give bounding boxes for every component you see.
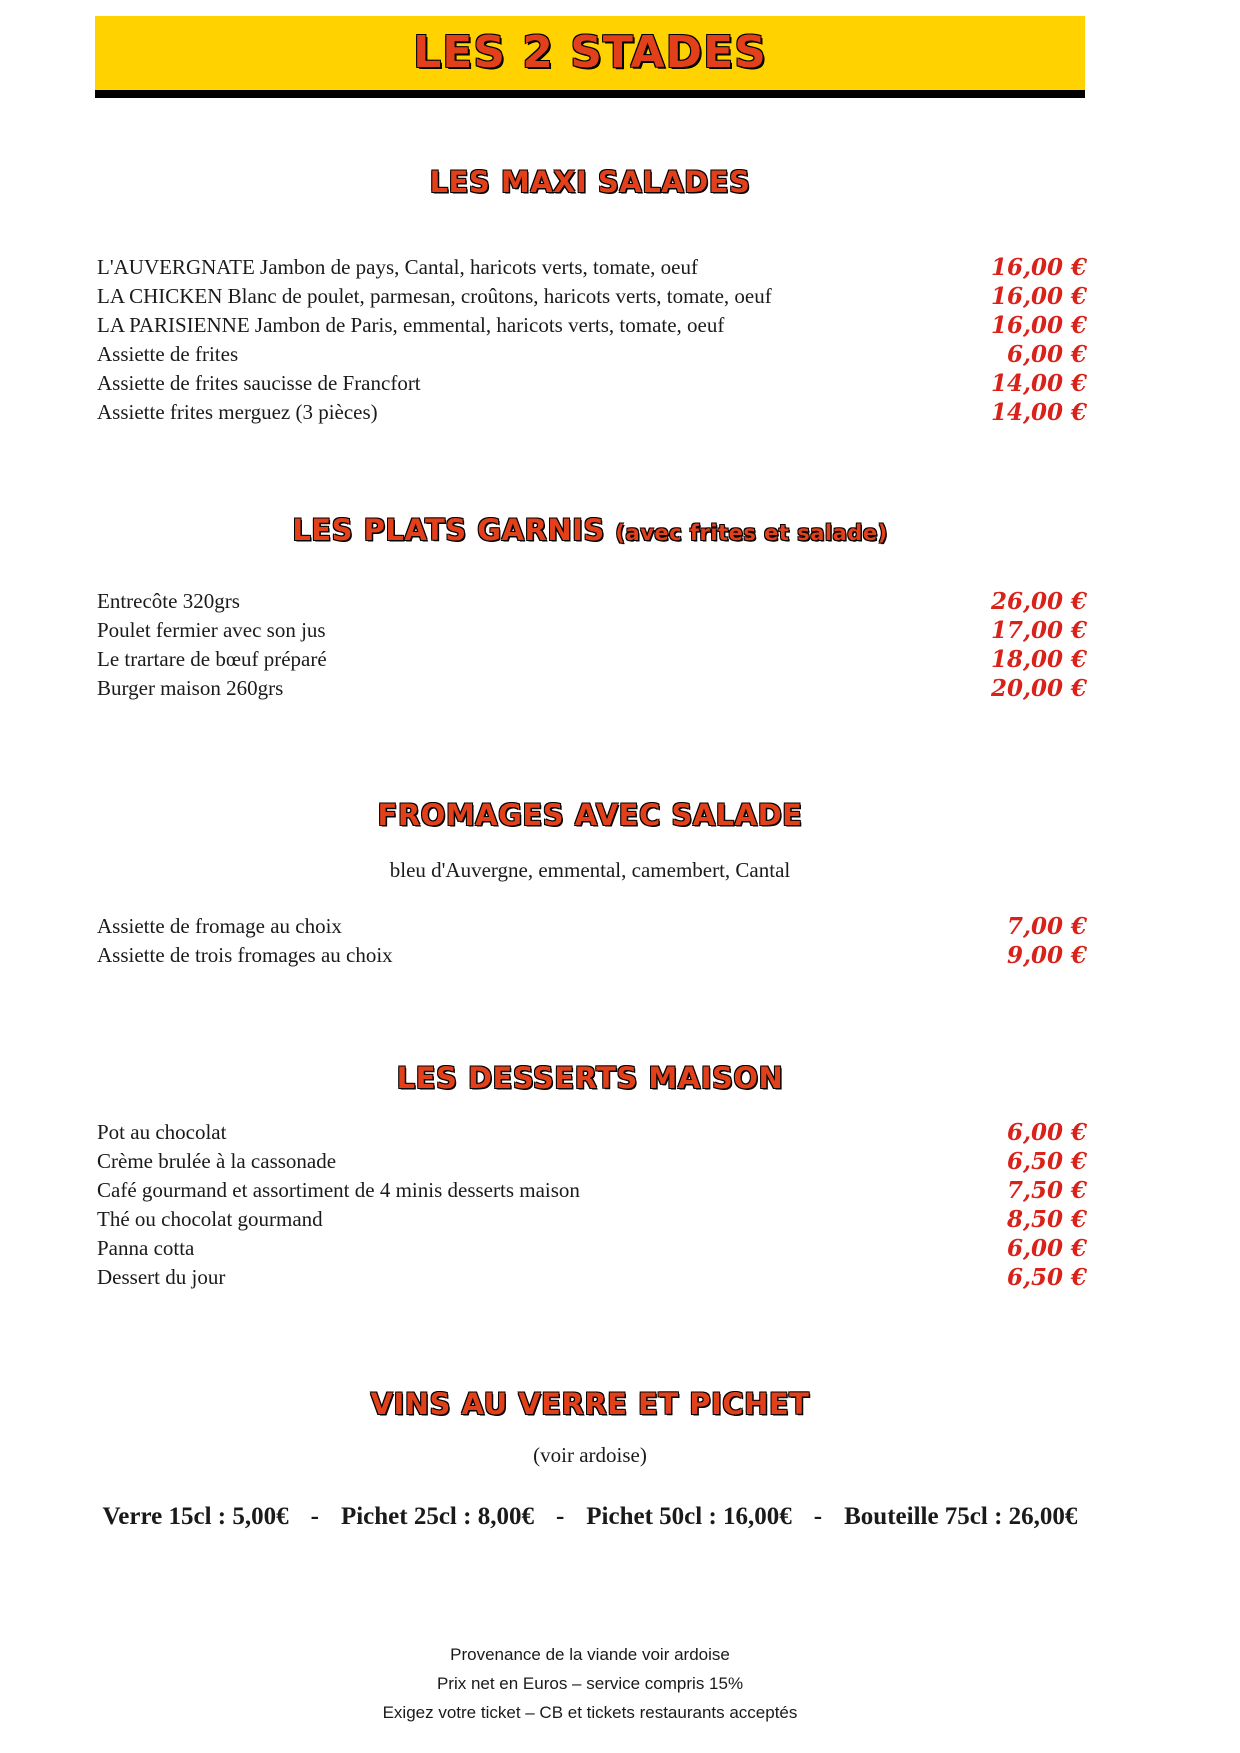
item-name: Assiette de frites: [97, 342, 239, 366]
menu-item: [97, 282, 1087, 311]
item-price: 17,00 €: [990, 617, 1087, 644]
menu-item: [97, 1205, 1087, 1234]
menu-item: [97, 398, 1087, 427]
menu-item: [97, 616, 1087, 645]
menu-list-desserts: [97, 1118, 1087, 1292]
menu-item: [97, 1263, 1087, 1292]
item-price: 9,00 €: [1006, 942, 1087, 969]
item-price: 16,00 €: [990, 283, 1087, 310]
item-price: 6,00 €: [1006, 341, 1087, 368]
item-name: Assiette frites merguez (3 pièces): [97, 400, 378, 424]
menu-item: [97, 1147, 1087, 1176]
section-subtitle-fromages: bleu d'Auvergne, emmental, camembert, Cantal: [389, 858, 791, 882]
section-title-desserts: LES DESSERTS MAISON: [396, 1061, 784, 1095]
item-price: 20,00 €: [990, 675, 1087, 702]
item-name: Entrecôte 320grs: [97, 589, 240, 613]
footer-line-ticket: Exigez votre ticket – CB et tickets restaurants acceptés: [382, 1703, 798, 1722]
section-title-plats: [95, 513, 1085, 547]
wine-price-row: [95, 1503, 1085, 1531]
section-title-fromages: FROMAGES AVEC SALADE: [377, 798, 803, 832]
menu-item: [97, 340, 1087, 369]
item-name: LA CHICKEN Blanc de poulet, parmesan, croûtons, haricots verts, tomate, oeuf: [97, 284, 772, 308]
item-name: Le trartare de bœuf préparé: [97, 647, 327, 671]
item-name: L'AUVERGNATE Jambon de pays, Cantal, haricots verts, tomate, oeuf: [97, 255, 698, 279]
menu-item: [97, 1234, 1087, 1263]
menu-list-salades: [97, 253, 1087, 427]
wine-price-separator: -: [555, 1503, 565, 1530]
wine-price-verre: Verre 15cl : 5,00€: [102, 1503, 289, 1530]
item-name: Dessert du jour: [97, 1265, 226, 1289]
menu-item: [97, 311, 1087, 340]
item-price: 14,00 €: [990, 370, 1087, 397]
item-price: 6,00 €: [1006, 1235, 1087, 1262]
item-price: 26,00 €: [990, 588, 1087, 615]
footer-line-provenance: Provenance de la viande voir ardoise: [450, 1645, 730, 1664]
item-name: Crème brulée à la cassonade: [97, 1149, 337, 1173]
footer-line-prix: Prix net en Euros – service compris 15%: [436, 1674, 744, 1693]
menu-list-fromages: [97, 912, 1087, 970]
menu-item: [97, 912, 1087, 941]
item-price: 7,00 €: [1006, 913, 1087, 940]
section-title-plats-main: LES PLATS GARNIS: [292, 513, 605, 547]
item-name: LA PARISIENNE Jambon de Paris, emmental, haricots verts, tomate, oeuf: [97, 313, 725, 337]
item-name: Assiette de fromage au choix: [97, 914, 342, 938]
menu-list-plats: [97, 587, 1087, 703]
item-price: 16,00 €: [990, 254, 1087, 281]
item-name: Panna cotta: [97, 1236, 195, 1260]
item-price: 18,00 €: [990, 646, 1087, 673]
item-price: 6,50 €: [1006, 1264, 1087, 1291]
item-name: Café gourmand et assortiment de 4 minis desserts maison: [97, 1178, 580, 1202]
item-price: 6,00 €: [1006, 1119, 1087, 1146]
menu-item: [97, 941, 1087, 970]
footer-notes: [95, 1640, 1085, 1727]
item-price: 8,50 €: [1006, 1206, 1087, 1233]
item-price: 16,00 €: [990, 312, 1087, 339]
section-subtitle-vins: (voir ardoise): [533, 1443, 647, 1467]
header-banner: [95, 16, 1085, 98]
menu-item: [97, 674, 1087, 703]
section-title-vins: VINS AU VERRE ET PICHET: [370, 1387, 810, 1421]
wine-price-pichet-25: Pichet 25cl : 8,00€: [340, 1503, 534, 1530]
item-price: 7,50 €: [1006, 1177, 1087, 1204]
menu-item: [97, 1118, 1087, 1147]
item-name: Pot au chocolat: [97, 1120, 227, 1144]
item-name: Assiette de trois fromages au choix: [97, 943, 393, 967]
item-price: 6,50 €: [1006, 1148, 1087, 1175]
item-name: Thé ou chocolat gourmand: [97, 1207, 323, 1231]
item-price: 14,00 €: [990, 399, 1087, 426]
menu-item: [97, 253, 1087, 282]
section-title-plats-suffix: (avec frites et salade): [615, 521, 888, 545]
menu-item: [97, 1176, 1087, 1205]
item-name: Burger maison 260grs: [97, 676, 284, 700]
item-name: Poulet fermier avec son jus: [97, 618, 326, 642]
restaurant-title: LES 2 STADES: [413, 27, 767, 78]
wine-price-pichet-50: Pichet 50cl : 16,00€: [586, 1503, 792, 1530]
wine-price-bouteille: Bouteille 75cl : 26,00€: [844, 1503, 1078, 1530]
wine-price-separator: -: [310, 1503, 319, 1530]
menu-item: [97, 645, 1087, 674]
item-name: Assiette de frites saucisse de Francfort: [97, 371, 421, 395]
menu-item: [97, 369, 1087, 398]
menu-item: [97, 587, 1087, 616]
wine-price-separator: -: [813, 1503, 823, 1530]
section-title-salades: LES MAXI SALADES: [429, 165, 751, 199]
